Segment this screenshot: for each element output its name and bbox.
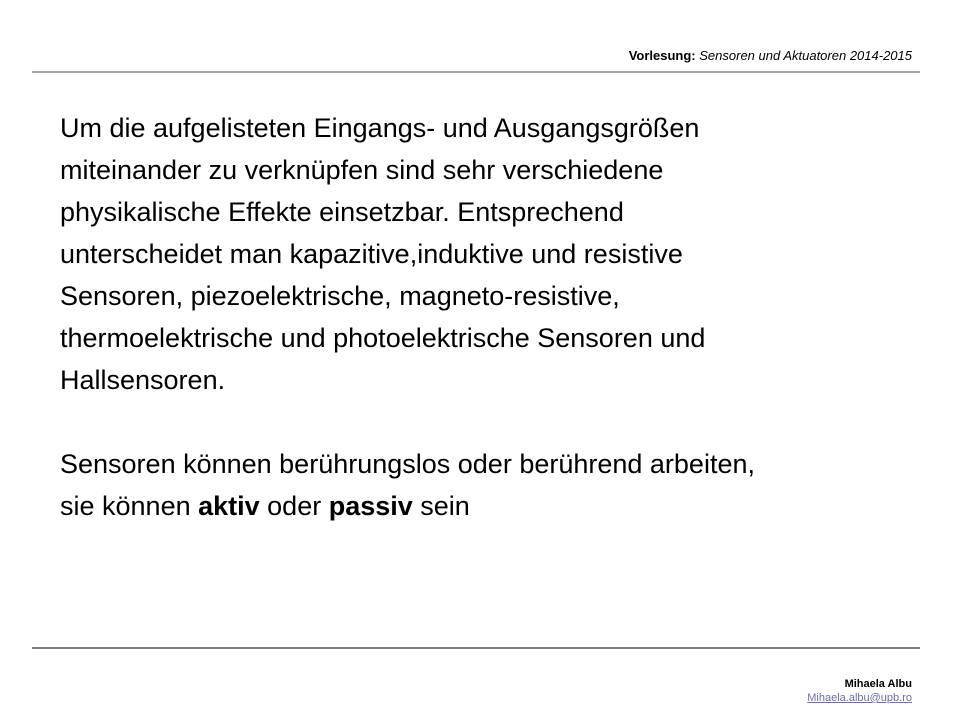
- text-segment: oder: [259, 491, 329, 521]
- paragraph-1-line: unterscheidet man kapazitive,induktive und resistive: [60, 239, 683, 269]
- paragraph-2-line: [60, 485, 920, 527]
- paragraph-2-line: Sensoren können berührungslos oder berührend arbeiten,: [60, 449, 755, 479]
- emphasis-aktiv: aktiv: [198, 491, 260, 521]
- paragraph-1-line: Hallsensoren.: [60, 365, 226, 395]
- slide-header: [629, 48, 912, 64]
- paragraph-spacer: [60, 401, 920, 443]
- paragraph-1-line: Sensoren, piezoelektrische, magneto-resistive,: [60, 281, 620, 311]
- paragraph-1-line: Um die aufgelisteten Eingangs- und Ausgangsgrößen: [60, 113, 700, 143]
- course-title: Sensoren und Aktuatoren 2014-2015: [699, 48, 912, 63]
- paragraph-1-line: thermoelektrische und photoelektrische Sensoren und: [60, 323, 706, 353]
- author-email-link[interactable]: Mihaela.albu@upb.ro: [807, 692, 912, 704]
- header-label: Vorlesung:: [628, 48, 696, 63]
- emphasis-passiv: passiv: [328, 491, 413, 521]
- footer-divider: [32, 647, 920, 649]
- header-divider: [32, 71, 920, 73]
- text-segment: sein: [412, 491, 470, 521]
- paragraph-1-line: physikalische Effekte einsetzbar. Entsprechend: [60, 197, 624, 227]
- text-segment: sie können: [60, 491, 199, 521]
- slide-footer: [807, 677, 912, 705]
- paragraph-1-line: miteinander zu verknüpfen sind sehr verschiedene: [60, 155, 664, 185]
- author-name: Mihaela Albu: [844, 678, 912, 690]
- slide-body: [60, 107, 920, 527]
